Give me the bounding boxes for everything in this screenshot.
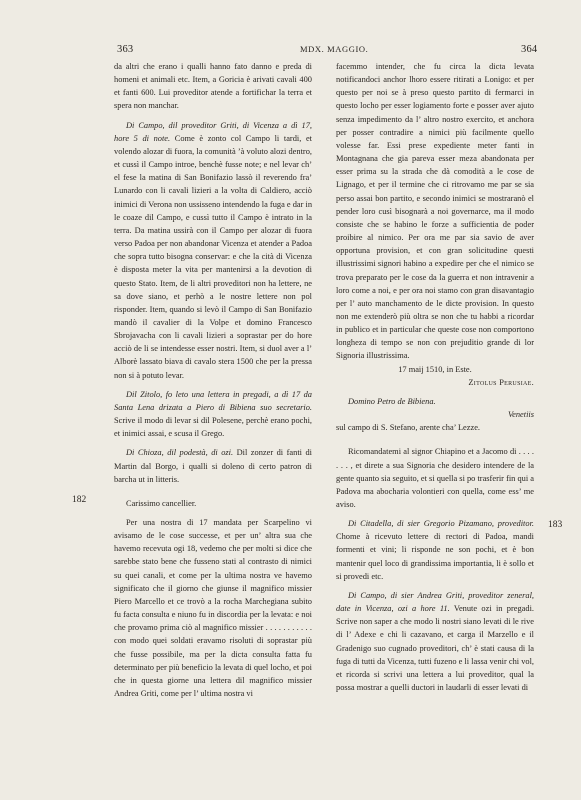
running-title: MDX. MAGGIO. xyxy=(300,44,369,54)
paragraph-heading: Di Citadella, di sier Gregorio Pizamano, proveditor. xyxy=(348,519,534,529)
paragraph: Ricomandatemi al signor Chiapino et a Jacomo di . . . . . . . , et direte a sua Signoria che desidero intendere de la gente quanto sia seguito, et si quella si po trasferir fin qui a Padova ma abocharia volontieri con quella, come ess’ me aviso. xyxy=(336,447,534,509)
paragraph-heading: Di Campo, dil proveditor Griti, di Vicenza a dì 17, hore 5 di note. xyxy=(114,120,312,143)
left-text-column xyxy=(114,60,312,700)
paragraph: facemmo intender, che fu circa la dicta levata notificandoci anchor lhoro essere ritirati a Lonigo: et per questo per noi se à preso questo partito di fermarci in questo locho per esser logiamento forte e posser aver ajuto senza impedimento da l’ altro nostro exercito, et anchora per posser contradire a nimici più facilmente quello volesse far. Essi prese expediente meter fanti in Montagnana che gia pareva esser meza abandonata per esser prima su la strada che dà comodità a le cose de Lignago, et per il termine che ci ritrovamo me par se sia perso assai bon partito, e secondo inimici se mostraranò el pender loro cusì bisognarà a noi governarce, ma il modo consiste che se habino le forze a sufficientia de poder proibire al nimico. Per ora me par sia savio de aver opportuna provision, et con gran solicitudine questi illustrissimi signori habino a expedire per che el nimico se trova preparato per le cose da la guerra et non intravenir a loro come a noi, e per ora noi stamo con gran disavantagio per l’ auto manchamento de le dicte provision. In questo non me extenderò più oltra se non che tu habbi a ricordar in publico et in particular che queste cose non comportono longheza di tempo se non con prejuditio grande di lor Signoria illustrissima. xyxy=(336,62,534,361)
paragraph: Per una nostra di 17 mandata per Scarpelino vi avisamo de le cose successe, et per un’ altra sua che havemo recevuta ogi 18, vedemo che per molti si dice che sarebbe stato bene che fusseno stati al contrasto di nimici su quei canali, et come per la ultima nostra ve havemo significato che il giorno che giunse il magnifico missier Piero Marcello et ce trovò a la rocha Marchegiana subito fu facta consulta e niuno fu in discordia per la levata: e noi che provamo prima ciò al magnifico missier . . . . . . . . . . . con modo quei soldati eravamo risoluti di soprastar più che fusse possibile, ma per la dicta consulta fatta fu determinato per più beneficio la levata di quel locho, et poi che in questa giorne una lettera dil magnifico missier Andrea Griti, come per l’ ultima nostra vi xyxy=(114,518,312,699)
letter-date: 17 maij 1510, in Este. xyxy=(398,364,472,374)
paragraph-heading: Di Campo, di sier Andrea Griti, proveditor zeneral, date in Vicenza, ozi a hore 11. xyxy=(336,590,534,614)
paragraph-heading: Di Chioza, dil podestà, di ozi. xyxy=(126,448,234,458)
margin-number-left: 182 xyxy=(72,495,87,505)
margin-number-right: 183 xyxy=(548,520,563,530)
salutation: Carissimo cancellier. xyxy=(126,498,197,508)
paragraph: Di Citadella, di sier Gregorio Pizamano, proveditor. Chome à ricevuto lettere di rectori di Padoa, mandi formenti et vini; li risponde ne son pochi, et è bon mantenir quel loco di grandissima importantia, li è sollo et si provedi etc. xyxy=(336,519,534,581)
paragraph: Di Campo, dil proveditor Griti, di Vicenza a dì 17, hore 5 di note. Come è zonto col Campo li tardi, et volendo alozar di fuora, la comunità ’à voluto alozi dentro, et cussì il Campo introe, benchè fusse note; e nel levar ch’ el fese la matina di San Bonifazio lassò il reverendo fra’ Lunardo con li cavali lizieri a la volta di Caldiero, acciò inimici di Verona non ussisseno intendendo la fuga e dar in le coaze dil Campo, e cussì tutto il Campo è intrato in la terra. Da matina ussirà con il Campo per alozar di fuora verso Padoa per non abandonar Vicenza et atender a Padoa che sopra tutto bisogna conservar: e che la cità di Vicenza è disposta meter la vita per mantenirsi a la devotion di questo Stato. Item, de li altri proveditori non ha lettere, ne sa dove siano, et perhò a le nostre lettere non pol risponder. Item, quando si levò il Campo di San Bonifazio mandò il cavalier di la Volpe et domino Francesco Sbrojavacha con li cavali lizieri a soprastar per do hore acciò de li se intendesse esser nostri. Item, si duol aver a l’ Alborè lassato biava di cavalo stera 1500 che per la pressa non si à potuto levar. xyxy=(114,120,313,380)
letter-signature: Zitolus Perusiae. xyxy=(468,377,534,387)
paragraph: Di Campo, di sier Andrea Griti, proveditor zeneral, date in Vicenza, ozi a hore 11. Venute ozi in pregadi. Scrive non saper a che modo li nostri siano levati di le rive di l’ Adexe e chi li cazavano, et carga il Marzello e il Gradenigo suo cugnado proveditori, ch’ è stati causa di la fuga di tutti da Vicenza, tutti fuzeno e li lassa venir chi vol, et ricorda si scrivi una lettera a lui proveditor, qual la possa mostrar a quelli ductori in laudarli di esser levati di xyxy=(336,590,534,693)
paragraph: Dil Zitolo, fo leto una lettera in pregadi, a dì 17 da Santa Lena drizata a Piero di Bibiena suo secretario. Scrive il modo di levar si dil Polesene, perchè erano pochi, et inimici assai, e scusa il Grego. xyxy=(114,389,312,439)
right-page-number: 364 xyxy=(521,44,538,55)
paragraph: da altri che erano i qualli hanno fato danno e preda di homeni et animali etc. Item, a Goricia è arivati cavali 400 et fanti 600. Lui proveditor atende a fortifichar la terra et spera non manchar. xyxy=(114,62,312,111)
letter-place: Venetiis xyxy=(507,410,534,420)
left-page-number: 363 xyxy=(117,44,134,55)
paragraph: Di Chioza, dil podestà, di ozi. Dil zonzer di fanti di Martin dal Borgo, i qualli si doleno di certo patron di barcha ut in litteris. xyxy=(114,448,312,484)
letter-address: Domino Petro de Bibiena. xyxy=(348,396,436,406)
right-text-column xyxy=(336,60,534,694)
letter-location: sul campo di S. Stefano, arente cha’ Lezze. xyxy=(336,423,481,433)
paragraph-heading: Dil Zitolo, fo leto una lettera in pregadi, a dì 17 da Santa Lena drizata a Piero di Bibiena suo secretario. xyxy=(114,389,312,412)
